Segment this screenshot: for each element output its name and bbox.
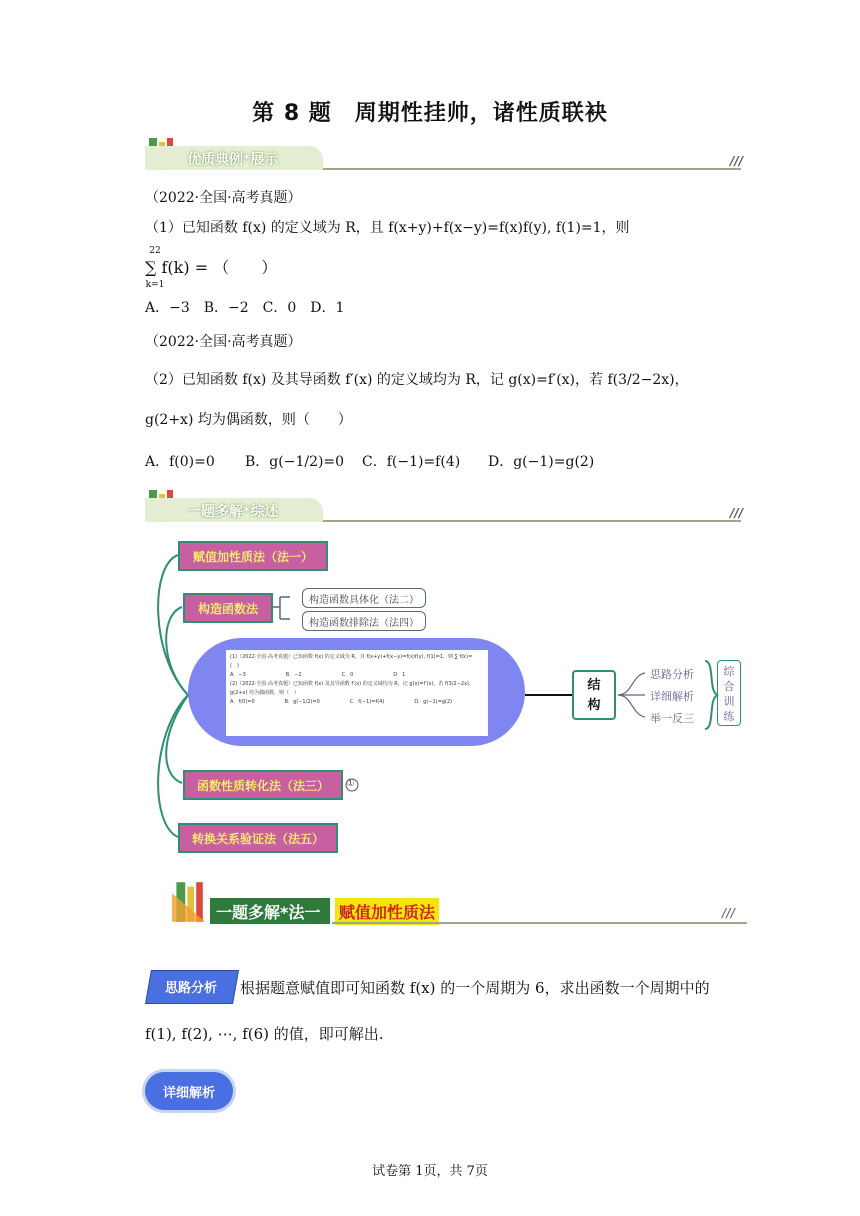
banner-label: 一题多解*综述 (187, 504, 279, 520)
detail-badge: 详细解析 (145, 1072, 233, 1110)
thumb-line3: (2)（2022·全国·高考真题）已知函数 f(x) 及其导函数 f′(x) 的定义域均为 R，记 g(x)=f′(x)，若 f(3/2−2x)， (230, 681, 474, 687)
page-footer: 试卷第 1页，共 7页 (372, 1164, 488, 1179)
analysis-badge: 思路分析 (164, 981, 217, 996)
thumb-opt: C．f(−1)=f(4) (349, 699, 385, 705)
thumb-line4: g(2+x) 均为偶函数，则（ ） (230, 690, 299, 696)
banner-label: 优质典例*展示 (187, 152, 279, 168)
thumb-opt: A．−3 (230, 672, 246, 678)
banner3-prefix: 一题多解*法一 (216, 903, 321, 922)
method1-node: 赋值加性质法（法一） (178, 541, 328, 571)
summary-box: 综 合 训 练 (717, 660, 741, 726)
branch-extension: 举一反三 (650, 712, 694, 725)
branch-analysis: 思路分析 (650, 668, 694, 681)
method2-node: 构造函数法 (183, 593, 273, 623)
problem1-source: （2022·全国·高考真题） (145, 190, 302, 206)
problem1-sum: ∑ f(k) = （ ） (145, 258, 278, 277)
problem2-option-b: B．g(−1/2)=0 (245, 454, 345, 470)
analysis-text2: f(1), f(2), ⋯, f(6) 的值，即可解出. (145, 1025, 384, 1043)
section-banner-overview (145, 488, 745, 522)
thumb-opt: B．−2 (285, 672, 302, 678)
problem1-stem: （1）已知函数 f(x) 的定义域为 R，且 f(x+y)+f(x−y)=f(x)f(y), f(1)=1，则 (145, 220, 630, 236)
structure-char: 构 (587, 698, 601, 713)
thumb-opt: D．1 (393, 672, 406, 678)
sum-upper: 22 (149, 246, 161, 256)
thumb-opt: A．f(0)=0 (230, 699, 255, 705)
problem2-source: （2022·全国·高考真题） (145, 334, 302, 350)
problem-thumbnail (226, 650, 488, 736)
thumb-line2: ( ) (230, 663, 239, 669)
sum-lower: k=1 (145, 280, 165, 290)
structure-char: 结 (587, 678, 601, 693)
branch-detail: 详细解析 (650, 690, 694, 703)
method2a-node: 构造函数具体化（法二） (302, 588, 426, 608)
method3-node: 函数性质转化法（法三） (183, 770, 343, 800)
problem2-option-d: D．g(−1)=g(2) (488, 454, 595, 470)
thumb-opt: D．g(−1)=g(2) (414, 699, 453, 705)
problem1-options: A．−3 B．−2 C．0 D．1 (145, 300, 345, 316)
problem2-stem2: g(2+x) 均为偶函数，则（ ） (145, 412, 352, 428)
problem2-option-a: A．f(0)=0 (145, 454, 215, 470)
slash-mark: /// (730, 506, 744, 520)
slash-mark: /// (722, 906, 736, 920)
analysis-text1: 根据题意赋值即可知函数 f(x) 的一个周期为 6，求出函数一个周期中的 (240, 979, 710, 997)
section-banner-method1 (172, 880, 747, 924)
page-title: 第 8 题 周期性挂帅，诸性质联袂 (252, 101, 608, 126)
slash-mark: /// (730, 154, 744, 168)
thumb-opt: B．g(−1/2)=0 (284, 699, 320, 705)
method3-badge: ① (346, 778, 355, 789)
section-banner-showcase (145, 136, 745, 170)
method4-node: 转换关系验证法（法五） (178, 823, 338, 853)
problem2-stem: （2）已知函数 f(x) 及其导函数 f′(x) 的定义域均为 R，记 g(x)=f′(x)，若 f(3/2−2x)， (145, 372, 689, 388)
thumb-line1: (1)（2022·全国·高考真题）已知函数 f(x) 的定义域为 R，且 f(x+y)+f(x−y)=f(x)f(y), f(1)=1，则 ∑ f(k)= (230, 654, 473, 660)
banner3-highlight: 赋值加性质法 (335, 898, 439, 925)
thumb-opt: C．0 (341, 672, 354, 678)
problem2-option-c: C．f(−1)=f(4) (362, 454, 461, 470)
method2b-node: 构造函数排除法（法四） (302, 611, 426, 631)
structure-box (572, 670, 616, 720)
